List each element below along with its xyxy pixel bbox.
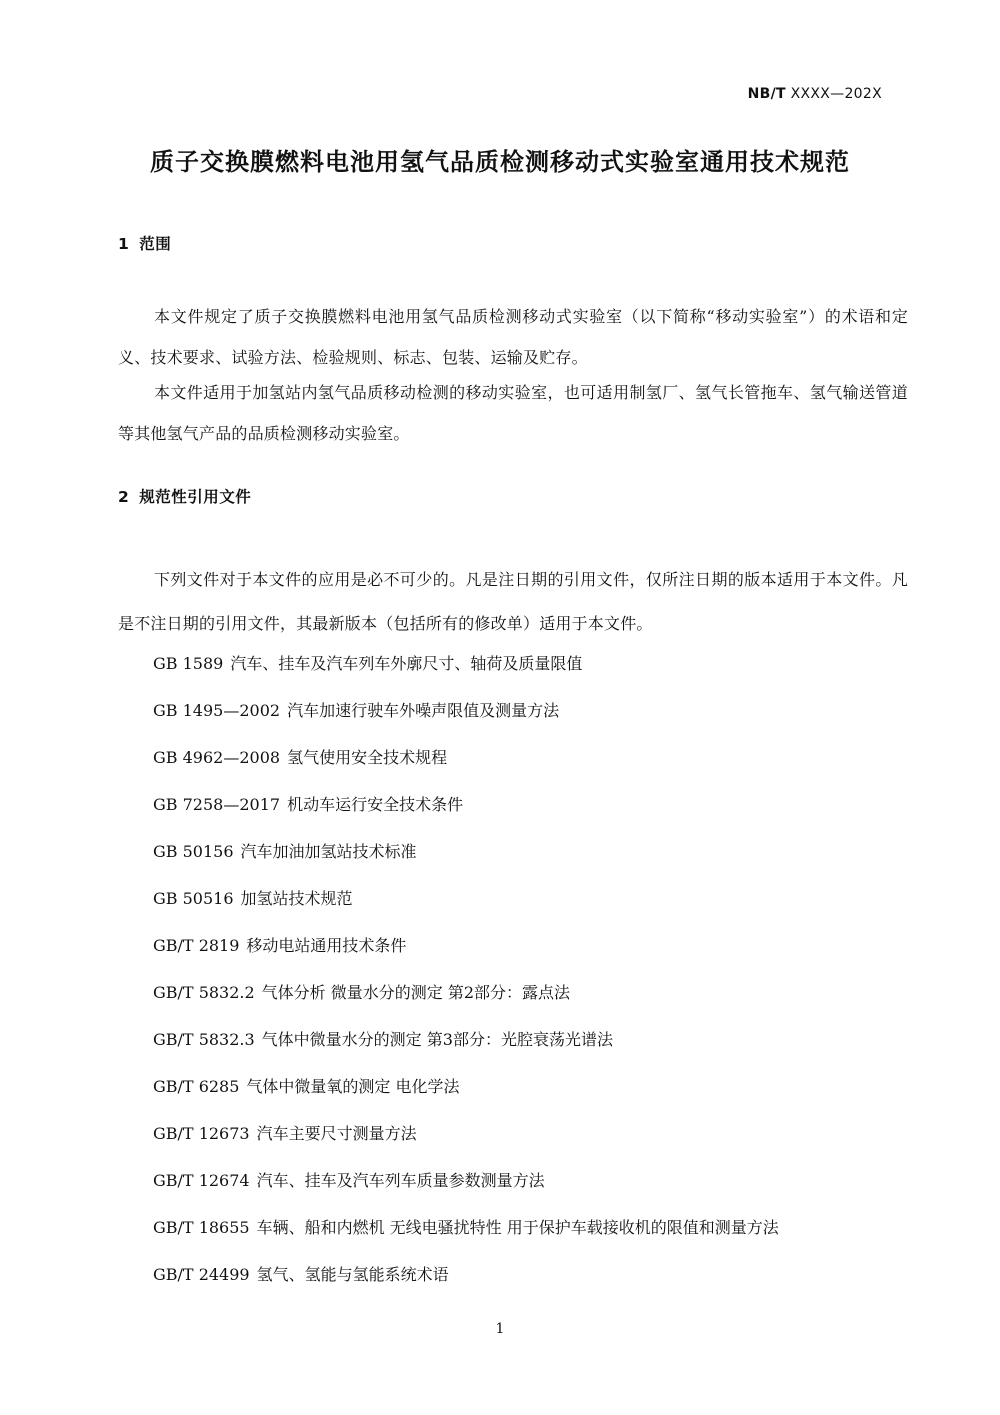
- section-1-number: 1: [118, 235, 130, 253]
- reference-item: [153, 1167, 779, 1214]
- reference-item: [153, 1120, 779, 1167]
- reference-item: [153, 1214, 779, 1261]
- reference-code: GB/T 12674: [153, 1171, 250, 1190]
- reference-item: [153, 791, 779, 838]
- reference-item: [153, 744, 779, 791]
- reference-item: [153, 1026, 779, 1073]
- reference-list: [153, 650, 779, 1308]
- standard-number: [748, 86, 882, 102]
- reference-code: GB/T 12673: [153, 1124, 250, 1143]
- reference-code: GB/T 18655: [153, 1218, 250, 1237]
- reference-title: 汽车加油加氢站技术标准: [240, 842, 417, 861]
- reference-title: 机动车运行安全技术条件: [287, 795, 464, 814]
- reference-item: [153, 697, 779, 744]
- reference-item: [153, 1261, 779, 1308]
- standard-suffix: XXXX—202X: [790, 86, 882, 102]
- reference-item: [153, 838, 779, 885]
- section-2-title: 规范性引用文件: [139, 488, 252, 506]
- reference-title: 加氢站技术规范: [240, 889, 353, 908]
- section-2-intro: 下列文件对于本文件的应用是必不可少的。凡是注日期的引用文件，仅所注日期的版本适用于本文件。凡是不注日期的引用文件，其最新版本（包括所有的修改单）适用于本文件。: [118, 570, 908, 633]
- reference-title: 车辆、船和内燃机 无线电骚扰特性 用于保护车载接收机的限值和测量方法: [256, 1218, 779, 1237]
- reference-title: 氢气使用安全技术规程: [287, 748, 448, 767]
- reference-title: 汽车加速行驶车外噪声限值及测量方法: [287, 701, 560, 720]
- section-1-heading: [118, 232, 171, 254]
- reference-code: GB/T 6285: [153, 1077, 240, 1096]
- reference-title: 气体中微量水分的测定 第3部分：光腔衰荡光谱法: [261, 1030, 613, 1049]
- page-number: 1: [495, 1321, 505, 1337]
- reference-title: 移动电站通用技术条件: [246, 936, 407, 955]
- reference-title: 气体中微量氧的测定 电化学法: [246, 1077, 460, 1096]
- reference-code: GB/T 5832.3: [153, 1030, 255, 1049]
- reference-title: 氢气、氢能与氢能系统术语: [256, 1265, 449, 1284]
- document-title: 质子交换膜燃料电池用氢气品质检测移动式实验室通用技术规范: [150, 148, 850, 176]
- section-1-paragraph-2: 本文件适用于加氢站内氢气品质移动检测的移动实验室，也可适用制氢厂、氢气长管拖车、氢气输送管道等其他氢气产品的品质检测移动实验室。: [118, 383, 908, 443]
- reference-item: [153, 932, 779, 979]
- reference-item: [153, 885, 779, 932]
- reference-code: GB/T 2819: [153, 936, 240, 955]
- section-2-number: 2: [118, 488, 130, 506]
- reference-title: 气体分析 微量水分的测定 第2部分：露点法: [261, 983, 571, 1002]
- reference-code: GB 1495—2002: [153, 701, 281, 720]
- reference-code: GB/T 5832.2: [153, 983, 255, 1002]
- reference-code: GB 7258—2017: [153, 795, 281, 814]
- reference-item: [153, 979, 779, 1026]
- section-1-paragraph-1: 本文件规定了质子交换膜燃料电池用氢气品质检测移动式实验室（以下简称“移动实验室”）的术语和定义、技术要求、试验方法、检验规则、标志、包装、运输及贮存。: [118, 307, 908, 367]
- reference-title: 汽车、挂车及汽车列车质量参数测量方法: [256, 1171, 545, 1190]
- reference-title: 汽车主要尺寸测量方法: [256, 1124, 417, 1143]
- reference-code: GB 4962—2008: [153, 748, 281, 767]
- section-1-title: 范围: [139, 235, 172, 253]
- reference-code: GB 1589: [153, 654, 224, 673]
- reference-code: GB 50516: [153, 889, 234, 908]
- reference-title: 汽车、挂车及汽车列车外廓尺寸、轴荷及质量限值: [230, 654, 583, 673]
- reference-item: [153, 650, 779, 697]
- reference-code: GB 50156: [153, 842, 234, 861]
- section-2-heading: [118, 485, 251, 507]
- reference-code: GB/T 24499: [153, 1265, 250, 1284]
- standard-prefix: NB/T: [747, 86, 786, 102]
- reference-item: [153, 1073, 779, 1120]
